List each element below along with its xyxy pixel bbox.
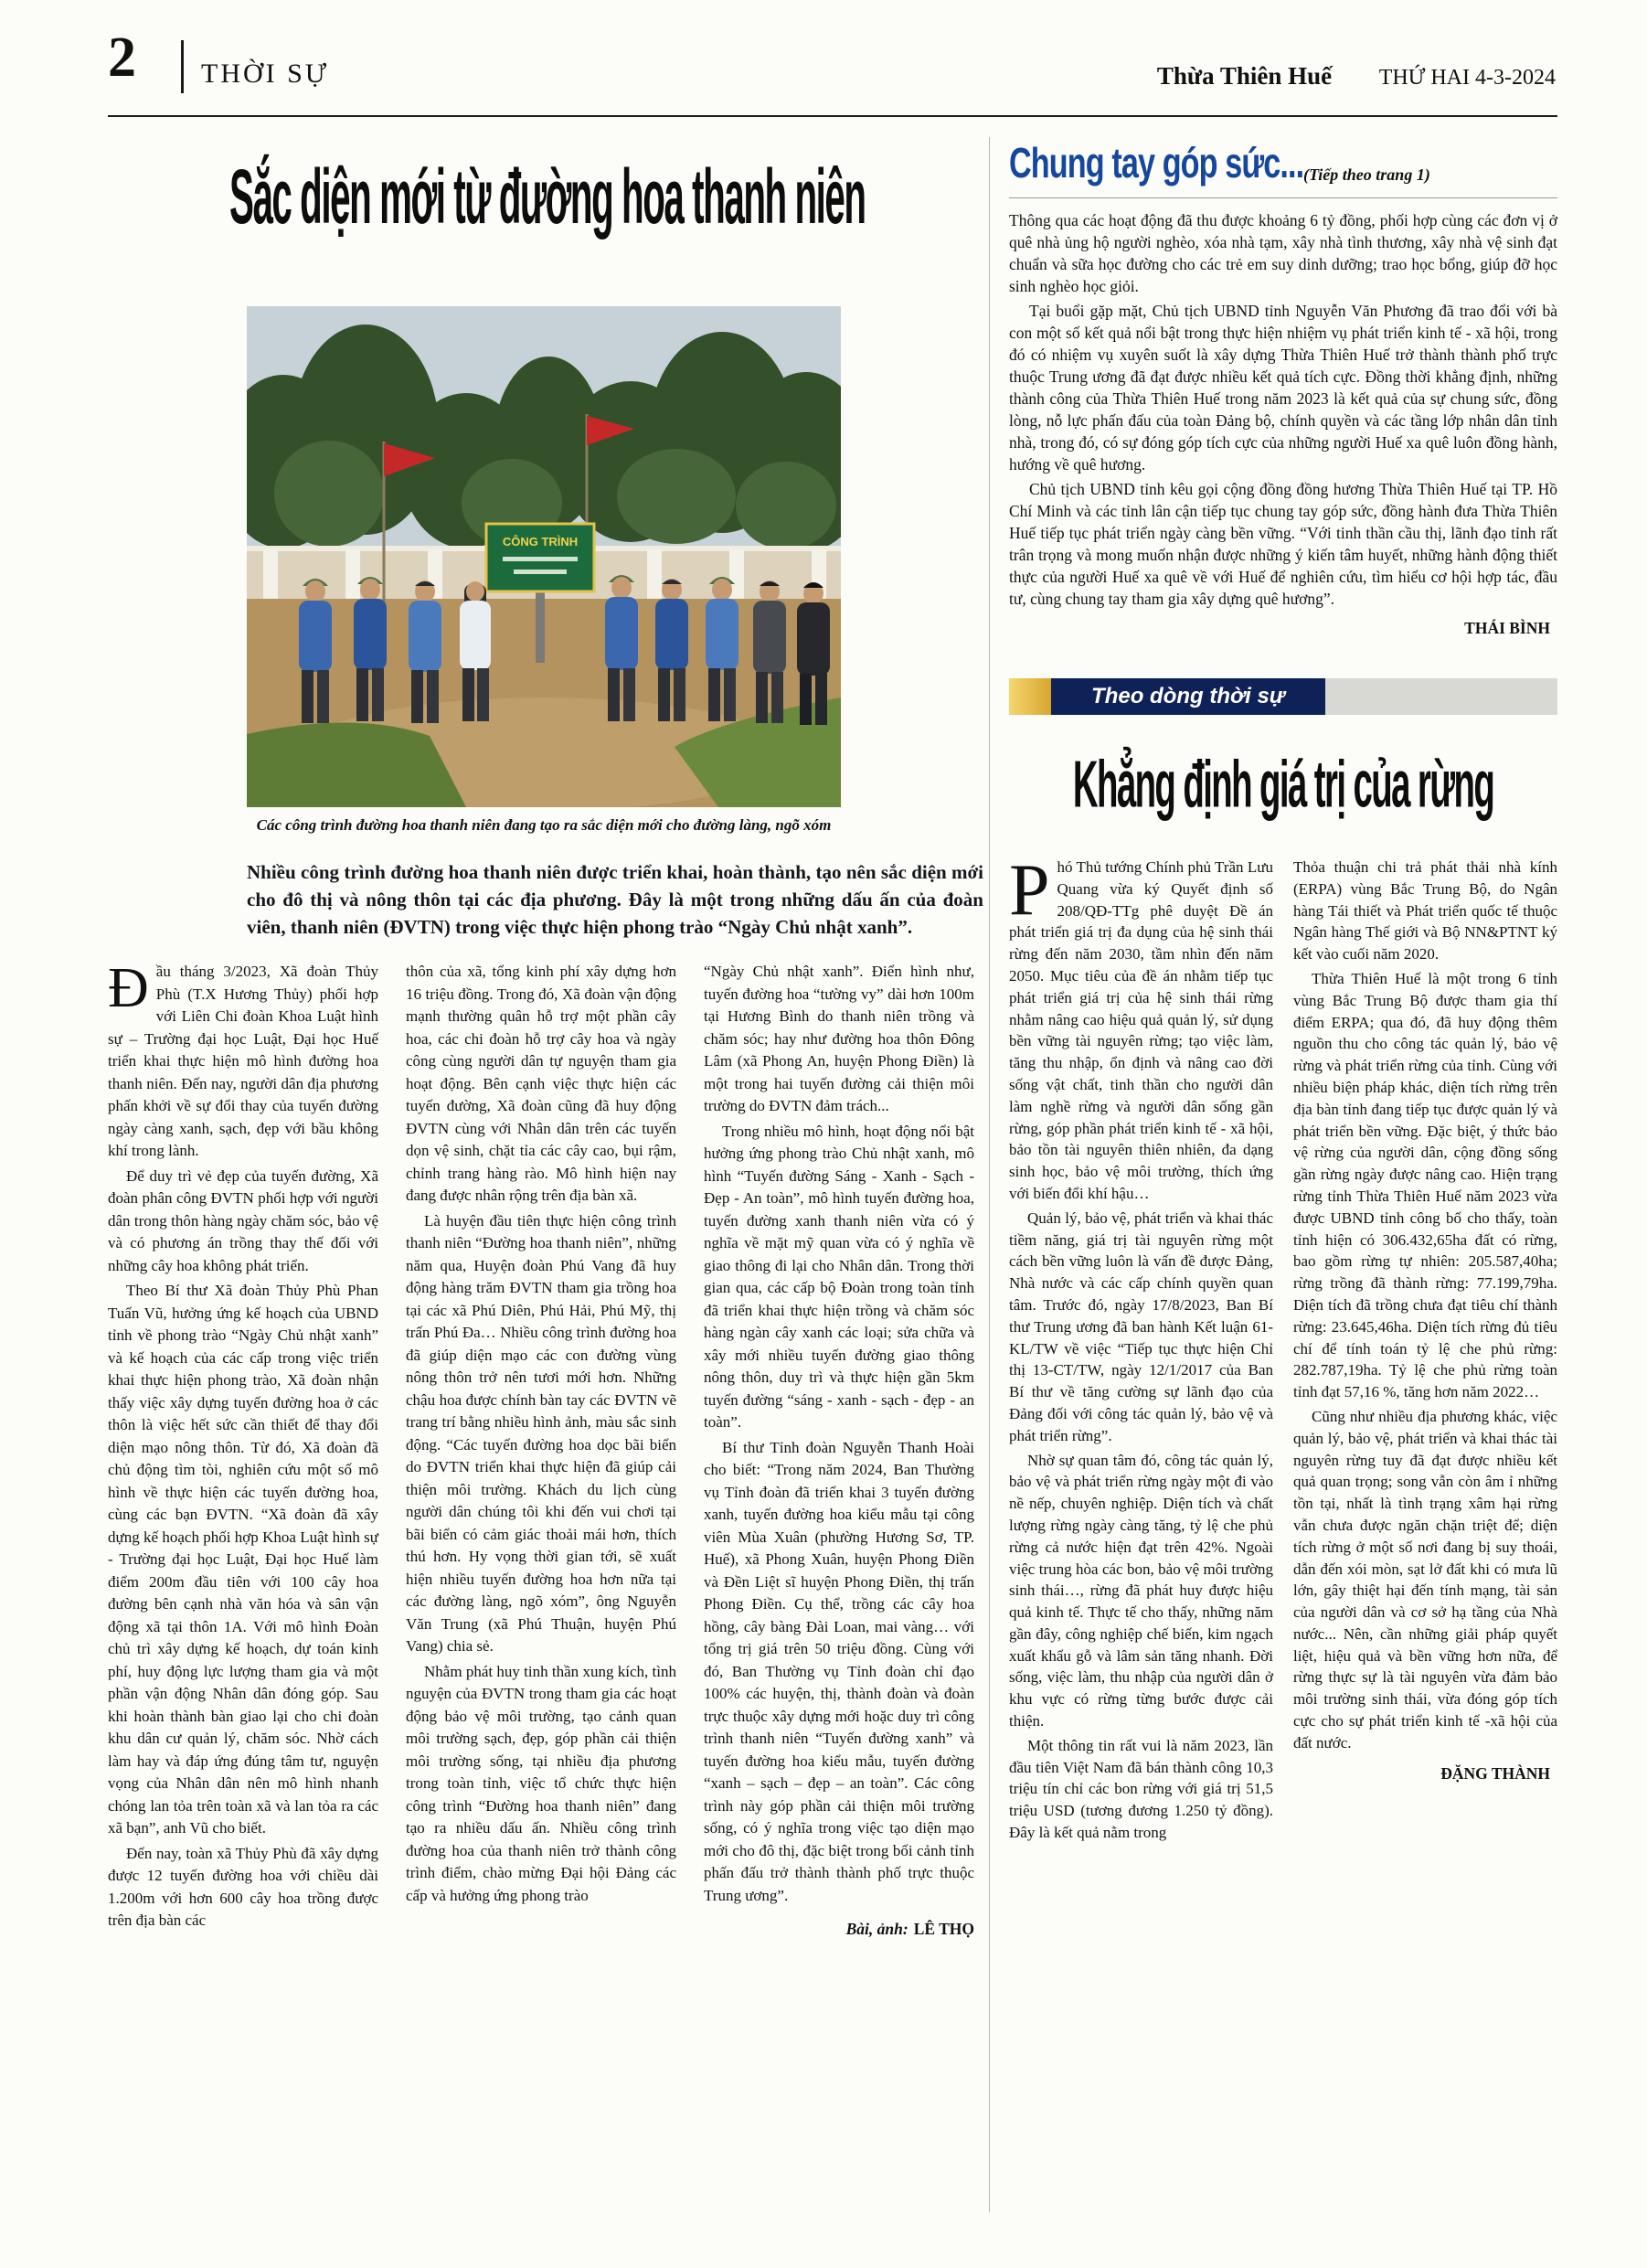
kicker-strip (1009, 678, 1557, 715)
body-paragraph: Thừa Thiên Huế là một trong 6 tỉnh vùng Bắc Trung Bộ được tham gia thí điểm ERPA; qua đó, đã huy động thêm nguồn thu cho công tác quản lý, bảo vệ rừng và phát triển rừng của tỉnh. Cùng với nhiều biện pháp khác, diện tích rừng trên địa bàn tỉnh đang tiếp tục được quản lý và phát triển bền vững. Đặc biệt, ý thức bảo vệ rừng của người dân, cộng đồng sống gần rừng ngày được nâng cao. Hiện trạng rừng tỉnh Thừa Thiên Huế năm 2023 vừa được UBND tỉnh công bố cho thấy, toàn tỉnh hiện có 306.432,65ha đất có rừng, bao gồm rừng tự nhiên: 205.587,40ha; rừng trồng đã thành rừng: 77.199,79ha. Diện tích đã trồng chưa đạt tiêu chí thành rừng: 23.645,46ha. Diện tích rừng đủ tiêu chí để tính toán tỷ lệ che phủ rừng: 282.787,19ha. Tỷ lệ che phủ rừng toàn tỉnh đạt 57,16 %, tăng hơn năm 2022… (1293, 969, 1557, 1401)
section-title: THỜI SỰ (201, 59, 330, 89)
article-lede: Nhiều công trình đường hoa thanh niên được triển khai, hoàn thành, tạo nên sắc diện mới cho đô thị và nông thôn tại các địa phương. Đây là một trong những dấu ấn của đoàn viên, thanh niên (ĐVTN) trong việc thực hiện phong trào “Ngày Chủ nhật xanh”. (247, 861, 983, 938)
main-article (108, 137, 983, 1941)
kicker-label: Theo dòng thời sự (1091, 684, 1285, 708)
article-byline (704, 1918, 974, 1941)
article-column-1 (108, 957, 378, 1941)
body-paragraph: Thỏa thuận chi trả phát thải nhà kính (ERPA) vùng Bắc Trung Bộ, do Ngân hàng Tái thiết và Phát triển quốc tế thuộc Ngân hàng Thế giới và Bộ NN&PTNT ký kết vào cuối năm 2020. (1293, 858, 1557, 964)
main-article-title: Sắc diện mới từ đường hoa thanh niên (229, 153, 866, 240)
issue-date: THỨ HAI 4-3-2024 (1378, 66, 1556, 90)
continued-article-byline: THÁI BÌNH (1464, 619, 1550, 637)
opinion-article-byline: ĐẶNG THÀNH (1440, 1763, 1550, 1783)
byline-name: LÊ THỌ (913, 1920, 974, 1938)
opinion-columns (1009, 850, 1557, 1847)
body-paragraph: Trong nhiều mô hình, hoạt động nổi bật hưởng ứng phong trào Chủ nhật xanh, mô hình “Tuyến đường Sáng - Xanh - Sạch - Đẹp - An toàn”, mô hình tuyến đường hoa, tuyến đường xanh thanh niên vừa có ý nghĩa về mặt mỹ quan vừa có ý nghĩa về giao thông đi lại cho Nhân dân. Trong thời gian qua, các cấp bộ Đoàn trong toàn tỉnh đã triển khai thực hiện trồng và chăm sóc hàng ngàn cây xanh các loại; sửa chữa và xây mới nhiều tuyến đường giao thông nông thôn, duy trì và thực hiện gần 5km tuyến đường “sáng - xanh - sạch - đẹp - an toàn”. (704, 1122, 974, 1431)
masthead-divider (181, 40, 184, 93)
kicker-grey-bar (1325, 678, 1557, 715)
photo-illustration (247, 306, 841, 807)
opinion-article-title: Khẳng định giá trị của rừng (1072, 749, 1494, 822)
body-paragraph: thôn của xã, tổng kinh phí xây dựng hơn 16 triệu đồng. Trong đó, Xã đoàn vận động mạnh thường quân hỗ trợ một phần cây hoa, các chi đoàn hỗ trợ cây hoa và ngày công cùng người dân tự nguyện tham gia hoạt động. Bên cạnh việc thực hiện các tuyến đường, Xã đoàn cũng đã huy động ĐVTN cùng với Nhân dân trên các tuyến dọn vệ sinh, chặt tỉa các cây cao, bụi rậm, chỉnh trang hàng rào. Mô hình hiện nay đang được nhân rộng trên địa bàn xã. (406, 963, 676, 1204)
body-paragraph: Theo Bí thư Xã đoàn Thủy Phù Phan Tuấn Vũ, hưởng ứng kế hoạch của UBND tỉnh về phong trào “Ngày Chủ nhật xanh” và kế hoạch của các cấp trong việc triển khai thực hiện phong trào, Xã đoàn nhận thấy việc xây dựng tuyến đường hoa ở các thôn là việc hết sức cần thiết để thay đổi diện mạo nông thôn. Từ đó, Xã đoàn đã chủ động tìm tòi, nghiên cứu một số mô hình về thực hiện các tuyến đường hoa, cùng các bạn ĐVTN. “Xã đoàn đã xây dựng kế hoạch phối hợp Khoa Luật hình sự - Trường đại học Luật, Đại học Huế làm điểm 200m đầu tiên với 100 cây hoa đường bên cạnh nhà văn hóa và sân vận động xã tại thôn 1A. Với mô hình Đoàn chủ trì xây dựng kế hoạch, dự toán kinh phí, huy động lực lượng tham gia và một phần vận động Nhân dân đóng góp. Sau khi hoàn thành bàn giao lại cho chi đoàn khu dân cư quản lý, chăm sóc. Nhờ cách làm hay và đáp ứng đúng tâm tư, nguyện vọng của Nhân dân nên mô hình nhanh chóng lan tỏa trên toàn xã và lan tỏa ra các xã bạn”, anh Vũ cho biết. (108, 1282, 378, 1837)
opinion-article (1009, 678, 1557, 1847)
body-paragraph: Đầu tháng 3/2023, Xã đoàn Thủy Phù (T.X Hương Thủy) phối hợp với Liên Chi đoàn Khoa Luật hình sự – Trường đại học Luật, Đại học Huế triển khai thực hiện mô hình đường hoa thanh niên. Đến nay, người dân địa phương phấn khởi về sự đổi thay của tuyến đường ngày càng xanh, sạch, đẹp với bầu không khí trong lành. (108, 957, 378, 1159)
masthead (108, 27, 1556, 110)
article-photo (247, 306, 841, 835)
body-paragraph: Tại buổi gặp mặt, Chủ tịch UBND tỉnh Nguyễn Văn Phương đã trao đổi với bà con một số kết quả nổi bật trong thực hiện nhiệm vụ phát triển kinh tế - xã hội, trong đó có nhiệm vụ xuyên suốt là xây dựng Thừa Thiên Huế trở thành thành phố trực thuộc Trung ương đã đạt được nhiều kết quả tích cực. Đồng thời khẳng định, những thành công của Thừa Thiên Huế trong năm 2023 là kết quả của sự chung sức, đồng lòng, nỗ lực phấn đấu của toàn Đảng bộ, chính quyền và các tầng lớp nhân dân tỉnh nhà, trong đó, có sự đóng góp tích cực của những người Huế xa quê luôn đồng hành, hướng về quê hương. (1009, 302, 1557, 474)
body-paragraph: Một thông tin rất vui là năm 2023, lần đầu tiên Việt Nam đã bán thành công 10,3 triệu tín chỉ các bon rừng với giá trị 51,5 triệu USD (tương đương 1.250 tỷ đồng). Đây là kết quả nằm trong (1009, 1736, 1273, 1842)
drop-cap: P (1009, 850, 1050, 931)
byline-prefix: Bài, ảnh: (845, 1920, 909, 1938)
masthead-right (1157, 62, 1556, 91)
page-number: 2 (108, 27, 136, 89)
opinion-column-2 (1293, 857, 1557, 1847)
drop-cap: Đ (108, 957, 149, 1019)
column-divider (989, 137, 990, 2212)
article-column-2 (406, 961, 676, 1941)
body-paragraph: Nhờ sự quan tâm đó, công tác quản lý, bảo vệ và phát triển rừng ngày một đi vào nề nếp, chuyên nghiệp. Diện tích và chất lượng rừng ngày càng tăng, tỷ lệ che phủ rừng cả nước hiện đạt trên 42%. Ngoài việc trung hòa các bon, bảo vệ môi trường sinh thái…, rừng đã phát huy được hiệu quả kinh tế. Thực tế cho thấy, những năm gần đây, công nghiệp chế biến, kim ngạch xuất khẩu gỗ và lâm sản tăng nhanh. Đời sống, việc làm, thu nhập của người dân ở khu vực có rừng từng bước được cải thiện. (1009, 1451, 1273, 1730)
continued-article (1009, 137, 1557, 638)
body-paragraph: Để duy trì vẻ đẹp của tuyến đường, Xã đoàn phân công ĐVTN phối hợp với người dân trong thôn hàng ngày chăm sóc, bảo vệ và có phương án trồng thay thế đối với những cây hoa không phát triển. (108, 1166, 378, 1274)
body-paragraph: Cũng như nhiều địa phương khác, việc quản lý, bảo vệ, phát triển và khai thác tài nguyên rừng tuy đã đạt được nhiều kết quả quan trọng; song vẫn còn âm ỉ những tồn tại, nhất là tình trạng xâm hại rừng vẫn chưa được ngăn chặn triệt để; diện tích rừng ở một số nơi đang bị suy thoái, dẫn đến xói mòn, sạt lở đất khi có mưa lũ lớn, gây thiệt hại đến tính mạng, tài sản của người dân và cơ sở hạ tầng của Nhà nước... Nên, cần những giải pháp quyết liệt, hiệu quả và bền vững hơn nữa, để rừng thực sự là tài nguyên vừa đảm bảo môi trường sinh thái, vừa đóng góp tích cực cho sự phát triển kinh tế -xã hội của đất nước. (1293, 1407, 1557, 1752)
body-paragraph: Nhằm phát huy tinh thần xung kích, tình nguyện của ĐVTN trong tham gia các hoạt động bảo vệ môi trường, tạo cảnh quan môi trường sạch, đẹp, góp phần cải thiện môi trường sống, tại nhiều địa phương trong toàn tỉnh, việc tổ chức thực hiện công trình “Đường hoa thanh niên” đang tạo ra nhiều dấu ấn. Nhiều công trình đường hoa của thanh niên trở thành công trình điểm, chào mừng Đại hội Đảng các cấp và hưởng ứng phong trào (406, 1662, 676, 1904)
continued-article-body (1009, 209, 1557, 610)
body-paragraph: Quản lý, bảo vệ, phát triển và khai thác tiềm năng, giá trị tài nguyên rừng một cách bền vững luôn là vấn đề được Đảng, Nhà nước và các cấp chính quyền quan tâm. Trước đó, ngày 17/8/2023, Ban Bí thư Trung ương đã ban hành Kết luận 61-KL/TW về việc “Tiếp tục thực hiện Chỉ thị 13-CT/TW, ngày 12/1/2017 của Ban Bí thư về tăng cường sự lãnh đạo của Đảng đối với công tác quản lý, bảo vệ và phát triển rừng”. (1009, 1209, 1273, 1444)
body-paragraph: Bí thư Tỉnh đoàn Nguyễn Thanh Hoài cho biết: “Trong năm 2024, Ban Thường vụ Tỉnh đoàn đã triển khai 3 tuyến đường xanh, tuyến đường hoa kiểu mẫu tại công viên Mùa Xuân (phường Hương Sơ, TP. Huế), xã Phong Xuân, huyện Phong Điền và Đền Liệt sĩ huyện Phong Điền, thị trấn Phong Điền. Cụ thể, trồng các cây hoa hồng, cây bàng Đài Loan, mai vàng… với tổng trị giá trên 50 triệu đồng. Cùng với đó, Ban Thường vụ Tỉnh đoàn chỉ đạo 100% các huyện, thị, thành đoàn và đoàn trực thuộc xây dựng mới hoặc duy trì công trình thanh niên “Tuyến đường xanh” và tuyến đường hoa kiểu mẫu, tuyến đường “xanh – sạch – đẹp – an toàn”. Các công trình này góp phần cải thiện môi trường sống, có ý nghĩa trong việc tạo diện mạo mới cho đô thị, đặc biệt trong bối cảnh tỉnh phấn đấu trở thành thành phố trực thuộc Trung ương”. (704, 1438, 974, 1904)
body-paragraph: Phó Thủ tướng Chính phủ Trần Lưu Quang vừa ký Quyết định số 208/QĐ-TTg phê duyệt Đề án phát triển giá trị đa dụng của hệ sinh thái rừng đến năm 2030, tầm nhìn đến năm 2050. Mục tiêu của đề án nhằm tiếp tục phát triển giá trị của hệ sinh thái rừng nhằm nâng cao hiệu quả quản lý, sử dụng bền vững tài nguyên rừng; tạo việc làm, tăng thu nhập, ổn định và nâng cao đời sống vật chất, tinh thần cho người dân làm nghề rừng và người dân sống gần rừng, góp phần phát triển kinh tế - xã hội, bảo tồn tài nguyên thiên nhiên, đa dạng sinh học, bảo vệ môi trường, thích ứng với biến đổi khí hậu… (1009, 850, 1273, 1202)
opinion-column-1 (1009, 850, 1273, 1847)
body-paragraph: “Ngày Chủ nhật xanh”. Điển hình như, tuyến đường hoa “tường vy” dài hơn 100m tại Hương Bình do thanh niên trồng và chăm sóc; hay như đường hoa thôn Đông Lâm (xã Phong An, huyện Phong Điền) là một trong hai tuyến đường cải thiện môi trường do ĐVTN đảm trách... (704, 963, 974, 1114)
right-column (1009, 137, 1557, 1847)
continued-from-note: (Tiếp theo trang 1) (1302, 165, 1430, 184)
body-paragraph: Đến nay, toàn xã Thủy Phù đã xây dựng được 12 tuyến đường hoa với chiều dài 1.200m với hơn 600 cây hoa trồng được trên địa bàn các (108, 1844, 378, 1929)
continued-article-title: Chung tay góp sức... (1009, 140, 1304, 187)
article-column-3 (704, 961, 974, 1941)
kicker-badge (1051, 678, 1325, 715)
photo-sign-text: CÔNG TRÌNH (502, 535, 579, 548)
photo-caption: Các công trình đường hoa thanh niên đang tạo ra sắc diện mới cho đường làng, ngõ xóm (256, 816, 832, 834)
paper-name: Thừa Thiên Huế (1156, 62, 1333, 90)
article-columns (108, 957, 976, 1941)
body-paragraph: Thông qua các hoạt động đã thu được khoảng 6 tỷ đồng, phối hợp cùng các đơn vị ở quê nhà ủng hộ người nghèo, xóa nhà tạm, xây nhà tình thương, xây nhà vệ sinh đạt chuẩn và sữa học đường cho các trẻ em suy dinh dưỡng; trao học bổng, giúp đỡ học sinh nghèo học giỏi. (1009, 211, 1557, 295)
header-rule (108, 115, 1557, 117)
continued-article-header (1009, 137, 1557, 188)
headline-rule (1009, 197, 1557, 198)
body-paragraph: Chủ tịch UBND tỉnh kêu gọi cộng đồng đồng hương Thừa Thiên Huế tại TP. Hồ Chí Minh và các tỉnh lân cận tiếp tục chung tay góp sức, đồng hành đưa Thừa Thiên Huế tiếp tục phát triển ngày càng bền vững. “Với tinh thần cầu thị, lãnh đạo tỉnh rất trân trọng và mong muốn nhận được những ý kiến tâm huyết, những hành động thiết thực của người Huế xa quê về với Huế để nghiên cứu, tìm hiểu cơ hội hợp tác, đầu tư, cùng chung tay tham gia xây dựng quê hương”. (1009, 480, 1557, 608)
body-paragraph: Là huyện đầu tiên thực hiện công trình thanh niên “Đường hoa thanh niên”, những năm qua, Huyện đoàn Phú Vang đã huy động hàng trăm ĐVTN tham gia trồng hoa tại các xã Phú Diên, Phú Hải, Phú Mỹ, thị trấn Phú Đa… Nhiều công trình đường hoa đã giúp diện mạo các con đường vùng nông thôn trở nên tươi mới hơn. Những chậu hoa được chính bàn tay các ĐVTN vẽ trang trí bằng nhiều hình ảnh, màu sắc sinh động. “Các tuyến đường hoa dọc bãi biển do ĐVTN triển khai thực hiện đã giúp cải thiện môi trường. Khách du lịch cùng người dân chúng tôi khi đến vui chơi tại bãi biển có cảm giác thoải mái hơn, thích thú hơn. Hy vọng thời gian tới, sẽ xuất hiện nhiều tuyến đường hoa hơn nữa tại các đường làng, ngõ xóm”, ông Nguyễn Văn Trung (xã Phú Thuận, huyện Phú Vang) chia sẻ. (406, 1211, 676, 1655)
kicker-gold-accent (1009, 678, 1051, 715)
